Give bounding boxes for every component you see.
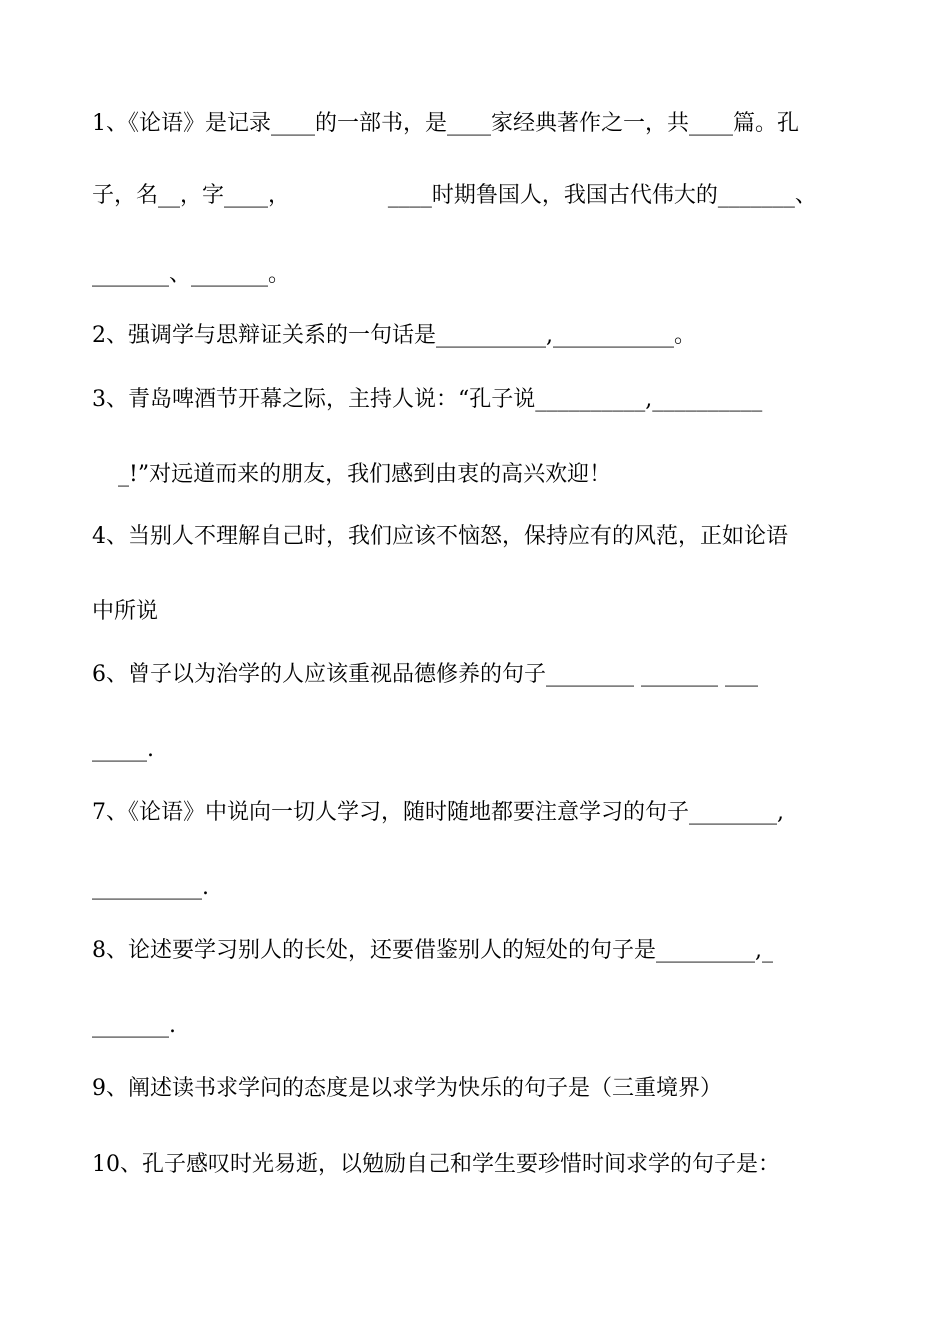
question-9-line-1: 9、阐述读书求学问的态度是以求学为快乐的句子是（三重境界） xyxy=(92,1076,722,1101)
question-1-line-2: 子，名__，字____， ____时期鲁国人，我国古代伟大的_______、 xyxy=(92,183,817,208)
question-4-line-2: 中所说 xyxy=(92,599,159,624)
question-1-line-1: 1、《论语》是记录____的一部书，是____家经典著作之一，共____篇。孔 xyxy=(92,111,799,136)
question-1-line-3: _______、_______。 xyxy=(92,262,291,287)
question-6-line-2: _____. xyxy=(92,737,154,762)
question-8-line-2: _______. xyxy=(92,1013,176,1038)
question-4-line-1: 4、当别人不理解自己时，我们应该不恼怒，保持应有的风范，正如论语 xyxy=(92,524,788,549)
question-8-line-1: 8、论述要学习别人的长处，还要借鉴别人的短处的句子是_________,_ xyxy=(92,938,773,963)
question-10-line-1: 10、孔子感叹时光易逝，以勉励自己和学生要珍惜时间求学的句子是： xyxy=(92,1152,780,1177)
question-3-line-2: _!”对远道而来的朋友，我们感到由衷的高兴欢迎！ xyxy=(118,462,612,487)
question-7-line-2: __________. xyxy=(92,875,209,900)
question-7-line-1: 7、《论语》中说向一切人学习，随时随地都要注意学习的句子________, xyxy=(92,800,784,825)
question-3-line-1: 3、青岛啤酒节开幕之际，主持人说：“孔子说__________,__________ xyxy=(92,387,763,412)
question-6-line-1: 6、曾子以为治学的人应该重视品德修养的句子________ _______ ___ xyxy=(92,662,758,687)
question-2-line-1: 2、强调学与思辩证关系的一句话是__________,___________。 xyxy=(92,323,696,348)
